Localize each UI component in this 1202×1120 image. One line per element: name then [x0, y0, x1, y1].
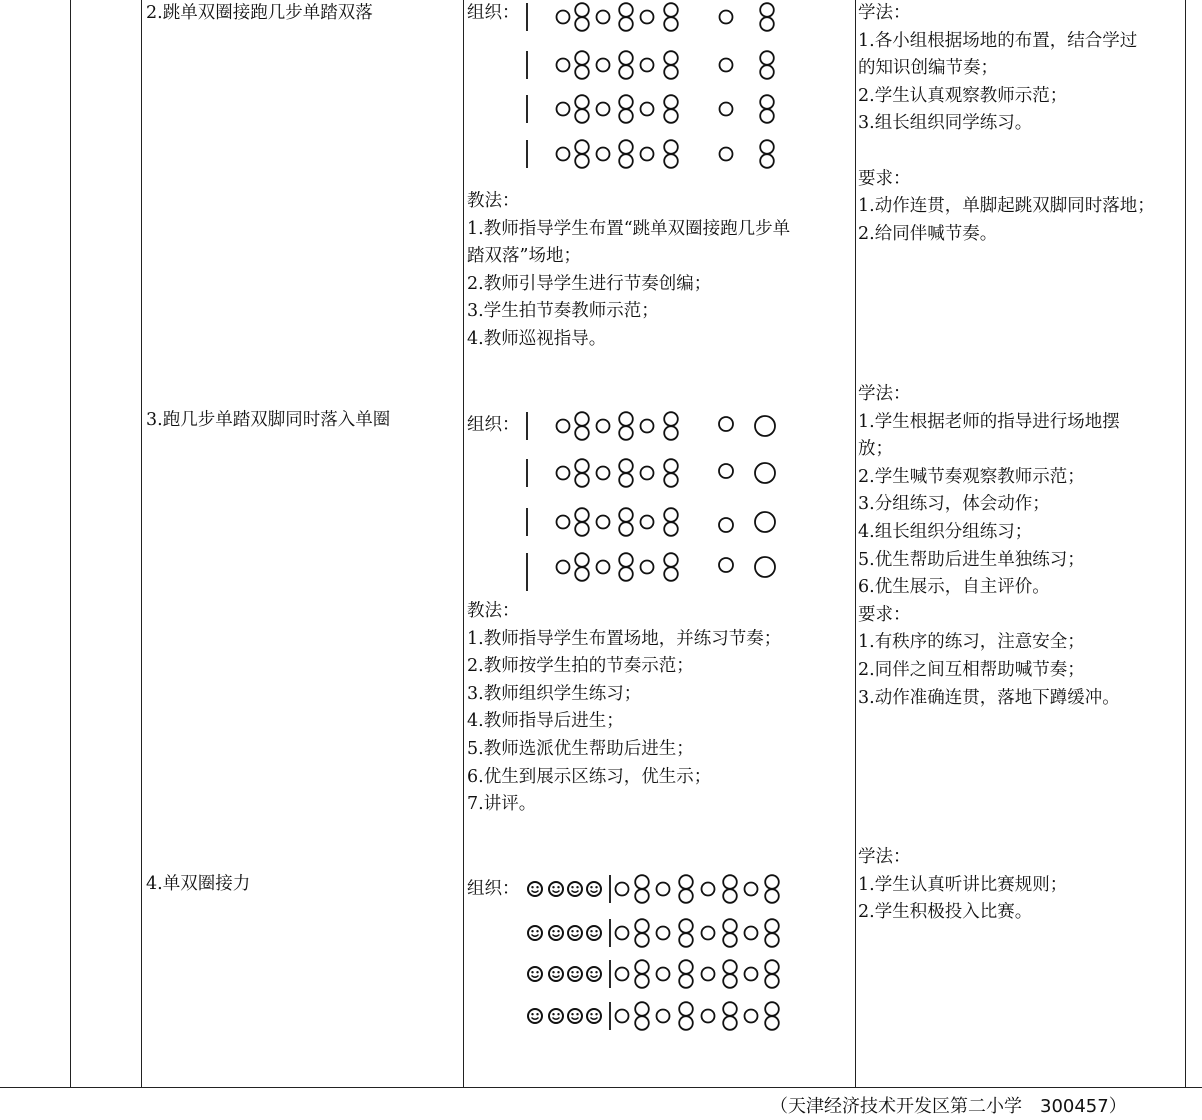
double-hoop [760, 3, 774, 17]
double-hoop [679, 875, 693, 889]
section2-teach-block [467, 188, 790, 354]
double-hoop [664, 3, 678, 17]
single-hoop [597, 561, 610, 574]
section4-learn-line: 1.学生认真听讲比赛规则； [858, 874, 1068, 895]
section2-learn-line: 3.组长组织同学练习。 [858, 113, 1033, 134]
double-hoop [619, 473, 633, 487]
student-icon [587, 1009, 601, 1023]
double-hoop [760, 95, 774, 109]
single-hoop [641, 516, 654, 529]
double-hoop [760, 109, 774, 123]
double-hoop [635, 1002, 649, 1016]
section3-learn-line: 6.优生展示，自主评价。 [858, 577, 1050, 598]
section4-learn-line: 2.学生积极投入比赛。 [858, 902, 1033, 923]
double-hoop [619, 412, 633, 426]
single-hoop [597, 59, 610, 72]
single-hoop [641, 148, 654, 161]
single-hoop [657, 1010, 670, 1023]
section2-req-heading: 要求： [858, 168, 911, 189]
section3-teach-line: 4.教师指导后进生； [467, 711, 624, 732]
single-hoop [719, 464, 733, 478]
double-hoop [664, 473, 678, 487]
single-hoop [557, 467, 570, 480]
column-divider [1185, 0, 1186, 1088]
double-hoop [575, 3, 589, 17]
double-hoop [619, 426, 633, 440]
single-hoop [641, 59, 654, 72]
section2-learn-line: 1.各小组根据场地的布置，结合学过 [858, 30, 1138, 51]
section3-learn-line: 1.学生根据老师的指导进行场地摆 [858, 411, 1120, 432]
double-hoop [664, 17, 678, 31]
double-hoop [664, 459, 678, 473]
section3-org-label: 组织： [467, 415, 520, 435]
double-hoop [664, 412, 678, 426]
section3-req-line: 3.动作准确连贯，落地下蹲缓冲。 [858, 687, 1120, 708]
double-hoop [619, 65, 633, 79]
student-icon [587, 882, 601, 896]
double-hoop [760, 51, 774, 65]
double-hoop [664, 508, 678, 522]
table-bottom-border [0, 1087, 1202, 1088]
double-hoop [679, 974, 693, 988]
double-hoop [760, 154, 774, 168]
section2-learn-block [858, 0, 1155, 248]
double-hoop [619, 508, 633, 522]
double-hoop [575, 17, 589, 31]
single-hoop [720, 59, 733, 72]
double-hoop [679, 960, 693, 974]
double-hoop [664, 154, 678, 168]
double-hoop [619, 109, 633, 123]
double-hoop [760, 65, 774, 79]
double-hoop [679, 919, 693, 933]
single-hoop [641, 11, 654, 24]
section3-teach-line: 6.优生到展示区练习，优生示； [467, 766, 712, 787]
double-hoop [765, 933, 779, 947]
double-hoop [765, 1016, 779, 1030]
double-hoop [723, 889, 737, 903]
section3-title: 3.跑几步单踏双脚同时落入单圈 [146, 410, 391, 430]
double-hoop [619, 522, 633, 536]
double-hoop [765, 919, 779, 933]
double-hoop [619, 3, 633, 17]
single-hoop [597, 148, 610, 161]
single-hoop [641, 420, 654, 433]
section3-learn-line: 4.组长组织分组练习； [858, 521, 1033, 542]
student-icon [549, 1009, 563, 1023]
double-hoop [635, 960, 649, 974]
double-hoop [619, 95, 633, 109]
single-hoop [755, 416, 775, 436]
section2-hoop-diagram [466, 0, 796, 180]
section3-req-heading: 要求： [858, 604, 911, 625]
section3-teach-block [467, 598, 781, 819]
single-hoop [641, 561, 654, 574]
double-hoop [575, 412, 589, 426]
double-hoop [664, 95, 678, 109]
double-hoop [619, 553, 633, 567]
section2-learn-line: 2.学生认真观察教师示范； [858, 85, 1068, 106]
section3-teach-line: 2.教师按学生拍的节奏示范； [467, 656, 694, 677]
section3-req-line: 1.有秩序的练习，注意安全； [858, 632, 1085, 653]
section3-learn-heading: 学法： [858, 384, 911, 404]
single-hoop [702, 927, 715, 940]
section2-teach-line: 1.教师指导学生布置“跳单双圈接跑几步单 [467, 218, 791, 239]
double-hoop [635, 919, 649, 933]
relay-layout-svg [466, 868, 796, 1043]
section2-learn-heading: 学法： [858, 3, 911, 23]
section3-learn-line: 放； [858, 439, 893, 460]
double-hoop [664, 553, 678, 567]
student-icon [549, 967, 563, 981]
double-hoop [760, 17, 774, 31]
single-hoop [641, 103, 654, 116]
single-hoop [702, 883, 715, 896]
section2-teach-line: 4.教师巡视指导。 [467, 328, 607, 349]
single-hoop [720, 148, 733, 161]
single-hoop [616, 883, 629, 896]
double-hoop [619, 17, 633, 31]
section4-org-label: 组织： [467, 879, 520, 899]
student-icon [528, 1009, 542, 1023]
hoop-layout-svg [466, 400, 796, 600]
section4-learn-heading: 学法： [858, 847, 911, 867]
single-hoop [597, 467, 610, 480]
double-hoop [619, 140, 633, 154]
single-hoop [657, 883, 670, 896]
single-hoop [755, 463, 775, 483]
student-icon [587, 926, 601, 940]
double-hoop [575, 65, 589, 79]
hoop-layout-svg [466, 0, 796, 180]
student-icon [549, 926, 563, 940]
student-icon [568, 882, 582, 896]
student-icon [568, 926, 582, 940]
double-hoop [723, 919, 737, 933]
double-hoop [635, 889, 649, 903]
double-hoop [765, 974, 779, 988]
column-divider [70, 0, 71, 1088]
double-hoop [664, 65, 678, 79]
section3-teach-line: 7.讲评。 [467, 794, 537, 815]
double-hoop [664, 140, 678, 154]
double-hoop [723, 1016, 737, 1030]
double-hoop [635, 933, 649, 947]
single-hoop [557, 148, 570, 161]
section2-teach-line: 3.学生拍节奏教师示范； [467, 301, 659, 322]
double-hoop [723, 875, 737, 889]
single-hoop [597, 103, 610, 116]
double-hoop [575, 140, 589, 154]
section2-teach-line: 2.教师引导学生进行节奏创编； [467, 273, 712, 294]
double-hoop [575, 426, 589, 440]
student-icon [528, 967, 542, 981]
double-hoop [619, 459, 633, 473]
section3-req-line: 2.同伴之间互相帮助喊节奏； [858, 659, 1085, 680]
single-hoop [597, 11, 610, 24]
double-hoop [723, 974, 737, 988]
double-hoop [575, 553, 589, 567]
double-hoop [619, 51, 633, 65]
single-hoop [616, 927, 629, 940]
double-hoop [575, 459, 589, 473]
section3-learn-line: 5.优生帮助后进生单独练习； [858, 549, 1085, 570]
section3-hoop-diagram [466, 400, 796, 600]
double-hoop [575, 522, 589, 536]
double-hoop [723, 1002, 737, 1016]
section3-teach-line: 3.教师组织学生练习； [467, 683, 642, 704]
single-hoop [557, 11, 570, 24]
single-hoop [557, 516, 570, 529]
double-hoop [619, 154, 633, 168]
single-hoop [641, 467, 654, 480]
single-hoop [702, 968, 715, 981]
double-hoop [575, 473, 589, 487]
double-hoop [575, 154, 589, 168]
single-hoop [616, 968, 629, 981]
section4-learn-block [858, 844, 1067, 927]
section2-teach-heading: 教法： [467, 191, 520, 211]
section3-teach-line: 1.教师指导学生布置场地，并练习节奏； [467, 628, 782, 649]
double-hoop [679, 933, 693, 947]
single-hoop [597, 420, 610, 433]
single-hoop [557, 103, 570, 116]
single-hoop [557, 420, 570, 433]
double-hoop [765, 875, 779, 889]
student-icon [568, 967, 582, 981]
single-hoop [719, 558, 733, 572]
single-hoop [557, 561, 570, 574]
single-hoop [755, 512, 775, 532]
double-hoop [575, 109, 589, 123]
single-hoop [745, 927, 758, 940]
section2-req-line: 2.给同伴喊节奏。 [858, 223, 998, 244]
double-hoop [723, 933, 737, 947]
section4-title: 4.单双圈接力 [146, 874, 251, 894]
section3-learn-line: 3.分组练习，体会动作； [858, 494, 1050, 515]
section2-title: 2.跳单双圈接跑几步单踏双落 [146, 3, 373, 23]
double-hoop [679, 1016, 693, 1030]
section2-req-line: 1.动作连贯，单脚起跳双脚同时落地； [858, 196, 1155, 217]
single-hoop [745, 883, 758, 896]
double-hoop [635, 1016, 649, 1030]
double-hoop [664, 109, 678, 123]
double-hoop [619, 567, 633, 581]
section3-learn-block [858, 381, 1120, 712]
student-icon [528, 882, 542, 896]
student-icon [549, 882, 563, 896]
double-hoop [765, 889, 779, 903]
section4-relay-diagram [466, 868, 796, 1043]
column-divider [855, 0, 856, 1088]
single-hoop [557, 59, 570, 72]
student-icon [587, 967, 601, 981]
single-hoop [755, 557, 775, 577]
double-hoop [664, 567, 678, 581]
double-hoop [679, 889, 693, 903]
double-hoop [765, 960, 779, 974]
section3-learn-line: 2.学生喊节奏观察教师示范； [858, 466, 1085, 487]
double-hoop [635, 974, 649, 988]
single-hoop [745, 1010, 758, 1023]
single-hoop [597, 516, 610, 529]
single-hoop [720, 11, 733, 24]
double-hoop [679, 1002, 693, 1016]
section2-learn-line: 的知识创编节奏； [858, 58, 998, 79]
section3-teach-heading: 教法： [467, 601, 520, 621]
section2-teach-line: 踏双落”场地； [467, 246, 581, 267]
single-hoop [657, 968, 670, 981]
column-divider [141, 0, 142, 1088]
double-hoop [760, 140, 774, 154]
single-hoop [745, 968, 758, 981]
double-hoop [723, 960, 737, 974]
double-hoop [575, 567, 589, 581]
section2-org-label: 组织： [467, 3, 520, 23]
double-hoop [765, 1002, 779, 1016]
double-hoop [664, 51, 678, 65]
double-hoop [664, 426, 678, 440]
school-footer: （天津经济技术开发区第二小学 300457） [770, 1096, 1127, 1117]
single-hoop [616, 1010, 629, 1023]
column-divider [463, 0, 464, 1088]
section3-teach-line: 5.教师选派优生帮助后进生； [467, 738, 694, 759]
double-hoop [635, 875, 649, 889]
single-hoop [657, 927, 670, 940]
single-hoop [719, 518, 733, 532]
double-hoop [664, 522, 678, 536]
double-hoop [575, 51, 589, 65]
student-icon [568, 1009, 582, 1023]
single-hoop [702, 1010, 715, 1023]
student-icon [528, 926, 542, 940]
single-hoop [719, 417, 733, 431]
double-hoop [575, 508, 589, 522]
single-hoop [720, 103, 733, 116]
double-hoop [575, 95, 589, 109]
